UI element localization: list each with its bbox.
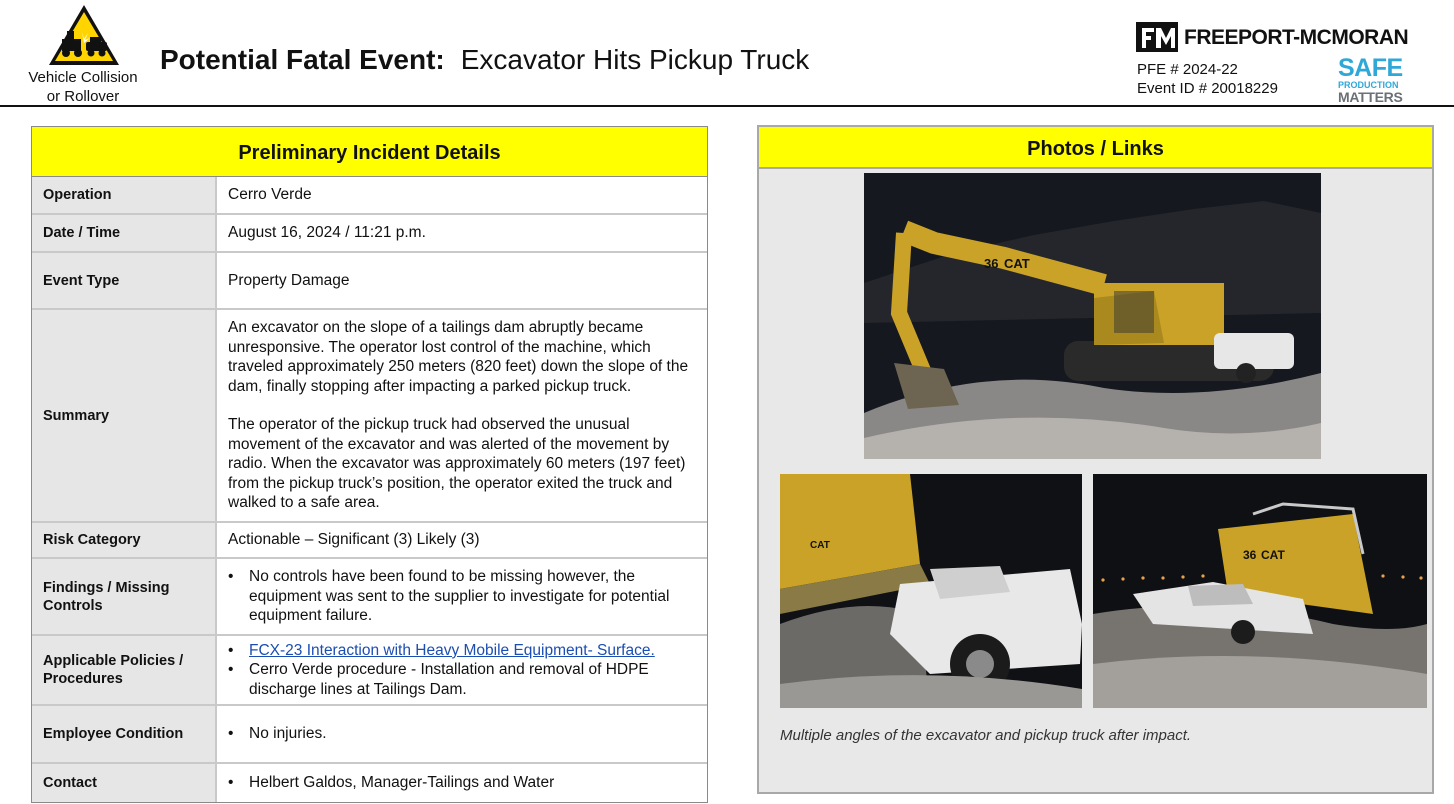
hazard-category-line2: or Rollover xyxy=(46,88,120,105)
operation-value: Cerro Verde xyxy=(215,177,707,213)
policies-item-2: • Cerro Verde procedure - Installation and removal of HDPE discharge lines at Tailings Dam. xyxy=(228,660,696,699)
spm-line3: MATTERS xyxy=(1338,89,1403,105)
findings-list xyxy=(228,567,696,626)
photo-pickup-closeup xyxy=(780,474,1082,708)
event-reference xyxy=(1137,60,1278,98)
summary-paragraph-2: The operator of the pickup truck had observed the unusual movement of the excavator and was alerted of the movement by radio. When the excavator was approximately 60 meters (197 feet) from the pickup truck’s position, the operator exited the truck and walked to a safe area. xyxy=(228,416,686,512)
page-title xyxy=(160,44,809,76)
photos-panel xyxy=(757,125,1434,794)
employee-value xyxy=(215,706,707,762)
safe-production-matters-logo xyxy=(1338,56,1410,104)
incident-details-heading: Preliminary Incident Details xyxy=(32,127,707,177)
photo-side-view-image xyxy=(1093,474,1427,708)
incident-details-table xyxy=(31,126,708,803)
contact-label: Contact xyxy=(32,764,215,802)
vehicle-collision-warning-icon xyxy=(46,2,122,68)
contact-list xyxy=(228,773,696,793)
pfe-number: PFE # 2024-22 xyxy=(1137,61,1238,78)
page-header xyxy=(0,0,1454,108)
row-event-type xyxy=(32,253,707,310)
photo-pickup-closeup-image xyxy=(780,474,1082,708)
policies-item-1 xyxy=(228,641,696,661)
row-employee-condition xyxy=(32,706,707,764)
risk-label: Risk Category xyxy=(32,523,215,557)
operation-label: Operation xyxy=(32,177,215,213)
summary-value xyxy=(215,310,707,521)
photo-side-view xyxy=(1093,474,1427,708)
photos-heading: Photos / Links xyxy=(759,127,1432,169)
header-divider xyxy=(0,105,1454,107)
photos-caption: Multiple angles of the excavator and pickup truck after impact. xyxy=(780,727,1192,744)
summary-paragraph-1: An excavator on the slope of a tailings dam abruptly became unresponsive. The operator lost control of the machine, which traveled approximately 250 meters (820 feet) down the slope of the dam, finally stopping after impacting a parked pickup truck. xyxy=(228,319,689,395)
photo-side-unit-number: 36 xyxy=(1243,548,1257,562)
photo-excavator-main xyxy=(864,173,1321,459)
brand-name: FREEPORT-MCMORAN xyxy=(1184,26,1409,49)
employee-item: • No injuries. xyxy=(228,724,696,744)
findings-value xyxy=(215,559,707,634)
hazard-category xyxy=(8,68,158,106)
risk-value: Actionable – Significant (3) Likely (3) xyxy=(215,523,707,557)
datetime-value: August 16, 2024 / 11:21 p.m. xyxy=(215,215,707,251)
photo-main-unit-brand: CAT xyxy=(1004,256,1030,271)
hazard-category-line1: Vehicle Collision xyxy=(28,69,138,86)
event-type-label: Event Type xyxy=(32,253,215,308)
contact-value xyxy=(215,764,707,802)
row-policies xyxy=(32,636,707,706)
fm-logo-icon xyxy=(1136,22,1178,52)
findings-item: • No controls have been found to be missing however, the equipment was sent to the supplier to investigate for potential equipment failure. xyxy=(228,567,696,626)
spm-line2: PRODUCTION xyxy=(1338,80,1399,90)
datetime-label: Date / Time xyxy=(32,215,215,251)
row-date-time xyxy=(32,215,707,253)
policies-list xyxy=(228,641,696,700)
title-main: Excavator Hits Pickup Truck xyxy=(460,44,810,75)
event-type-value: Property Damage xyxy=(215,253,707,308)
photo-closeup-unit-brand: CAT xyxy=(810,540,830,551)
row-risk-category xyxy=(32,523,707,559)
findings-label: Findings / Missing Controls xyxy=(32,559,215,634)
employee-label: Employee Condition xyxy=(32,706,215,762)
policies-value xyxy=(215,636,707,704)
row-contact xyxy=(32,764,707,802)
summary-label: Summary xyxy=(32,310,215,521)
spm-line1: SAFE xyxy=(1338,54,1403,82)
policy-link-fcx-23[interactable]: FCX-23 Interaction with Heavy Mobile Equipment- Surface. xyxy=(249,641,655,659)
row-operation xyxy=(32,177,707,215)
row-summary xyxy=(32,310,707,523)
employee-list xyxy=(228,724,696,744)
photo-side-unit-brand: CAT xyxy=(1261,548,1285,562)
photo-main-unit-number: 36 xyxy=(984,256,999,271)
event-id: Event ID # 20018229 xyxy=(1137,80,1278,97)
row-findings xyxy=(32,559,707,636)
policies-label: Applicable Policies / Procedures xyxy=(32,636,215,704)
contact-item: • Helbert Galdos, Manager-Tailings and Water xyxy=(228,773,696,793)
title-lead: Potential Fatal Event: xyxy=(160,44,445,75)
photo-excavator-main-image xyxy=(864,173,1321,459)
